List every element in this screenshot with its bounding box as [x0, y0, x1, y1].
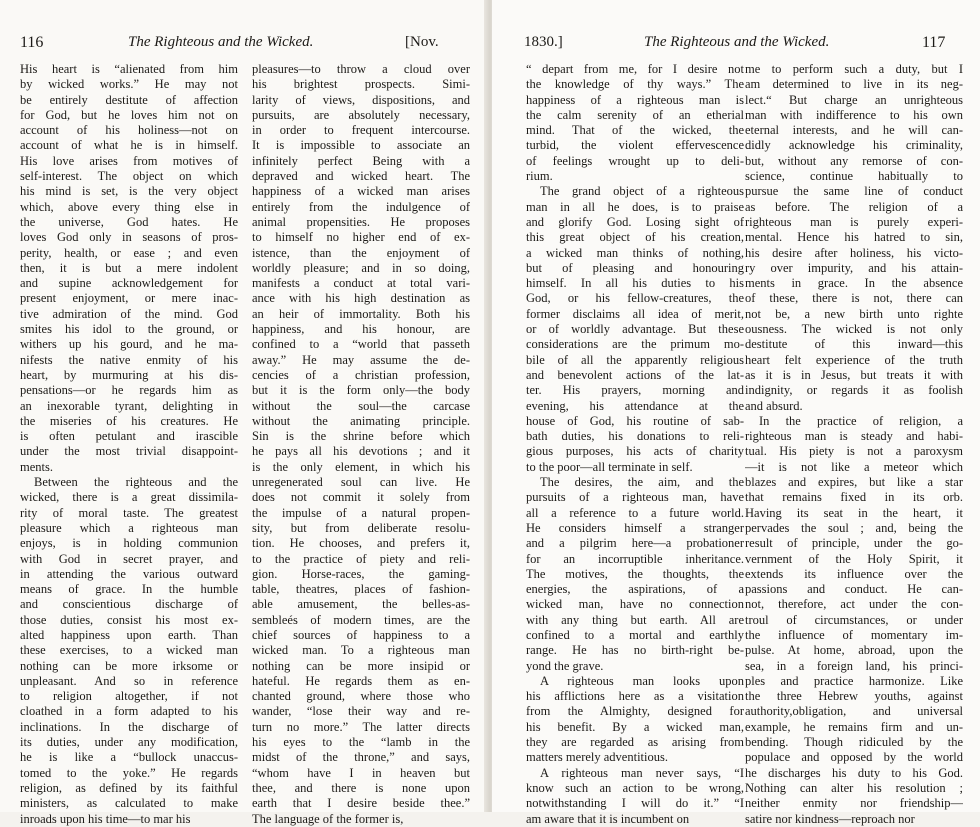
text-line: turn no more.” The latter directs — [252, 719, 470, 734]
paragraph — [526, 674, 744, 766]
text-line: to the practice of piety and reli- — [252, 551, 470, 566]
text-line: mental. Hence his hatred to sin, — [745, 230, 963, 245]
text-line: himself. In all his duties to his — [526, 276, 744, 291]
text-line: by wicked works.” He may not — [20, 77, 238, 92]
paragraph — [20, 62, 238, 475]
text-line: chanted ground, where those who — [252, 689, 470, 704]
text-line: inclinations. In the discharge of — [20, 719, 238, 734]
text-line: example, he remains firm and un- — [745, 719, 963, 734]
text-line: but of pleasing and honouring — [526, 260, 744, 275]
text-line: with God in secret prayer, and — [20, 551, 238, 566]
text-line: the miseries of his creatures. He — [20, 413, 238, 428]
left-page-column-1 — [20, 62, 238, 827]
text-line: his mind is set, is the very object — [20, 184, 238, 199]
text-line: ministers, as calculated to make — [20, 796, 238, 811]
text-line: The desires, the aim, and the — [540, 475, 744, 490]
text-line: righteous man is purely experi- — [745, 214, 963, 229]
text-line: know such an action to be wrong, — [526, 780, 744, 795]
text-line: which, above every thing else in — [20, 199, 238, 214]
text-line: former disclaims all idea of merit, — [526, 306, 744, 321]
text-line: not, therefore, act under the con- — [745, 597, 963, 612]
text-line: am aware that it is incumbent on — [526, 811, 690, 826]
text-line: earth that I desire beside thee.” — [252, 796, 470, 811]
text-line: rity of moral taste. The greatest — [20, 505, 238, 520]
text-line: ples and practice harmonize. Like — [745, 673, 963, 688]
text-line: Having its seat in the heart, it — [745, 505, 963, 520]
left-page — [0, 0, 488, 826]
text-line: bile of all the apparently religious — [526, 352, 744, 367]
left-page-number: 116 — [20, 34, 44, 51]
text-line: bath duties, his donations to reli- — [526, 429, 744, 444]
paragraph — [526, 766, 744, 827]
text-line: matters merely adventitious. — [526, 750, 668, 765]
text-line: infinitely perfect Being with a — [252, 153, 470, 168]
text-line: depraved and wicked heart. The — [252, 169, 470, 184]
text-line: chief sources of happiness to a — [252, 627, 470, 642]
text-line: blazes and expires, but like a star — [745, 475, 963, 490]
text-line: as before. The religion of a — [745, 199, 963, 214]
text-line: heart, by murmuring at his dis- — [20, 367, 238, 382]
text-line: pervades the soul ; and, being the — [745, 520, 963, 535]
text-line: to the poor—all terminate in self. — [526, 459, 693, 474]
text-line: present enjoyment, or mere inac- — [20, 291, 238, 306]
text-line: midst of the throne,” and says, — [252, 750, 470, 765]
text-line: the influence of momentary im- — [745, 627, 963, 642]
text-line: larity of views, dispositions, and — [252, 92, 470, 107]
text-line: Nothing can alter his resolution ; — [745, 780, 963, 795]
text-line: tomed to the yoke.” He regards — [20, 765, 238, 780]
text-line: unpleasant. And so in reference — [20, 673, 238, 688]
text-line: righteous man is steady and habi- — [745, 429, 963, 444]
left-page-column-2 — [252, 62, 470, 827]
text-line: Between the righteous and the — [34, 475, 238, 490]
text-line: pursuits, are absolutely necessary, — [252, 107, 470, 122]
text-line: he discharges his duty to his God. — [745, 765, 963, 780]
text-line: energies, the aspirations, of a — [526, 582, 744, 597]
text-line: nifests the native enmity of his — [20, 352, 238, 367]
text-line: ousness. The wicked is not only — [745, 322, 963, 337]
text-line: from the Almighty, designed for — [526, 704, 744, 719]
text-line: eternal interests, and he will can- — [745, 123, 963, 138]
text-line: unregenerated soul can live. He — [252, 475, 470, 490]
text-line: they are regarded as arising from — [526, 735, 744, 750]
text-line: “ depart from me, for I desire not — [526, 62, 744, 76]
left-page-header — [0, 34, 488, 56]
text-line: but it is the form only—the body — [252, 383, 470, 398]
text-line: entirely from the indulgence of — [252, 199, 470, 214]
text-line: his eyes to the “lamb in the — [252, 735, 470, 750]
text-line: gion. Horse-races, the gaming- — [252, 566, 470, 581]
text-line: ance with his high destination as — [252, 291, 470, 306]
text-line: that remains fixed in its orb. — [745, 490, 963, 505]
text-line: satire nor kindness—reproach nor — [745, 811, 915, 826]
text-line: and conscientious discharge of — [20, 597, 238, 612]
text-line: alted happiness upon earth. Than — [20, 627, 238, 642]
text-line: without the animating principle. — [252, 413, 470, 428]
text-line: am determined to live in its neg- — [745, 77, 963, 92]
text-line: gious purposes, his acts of charity — [526, 444, 744, 459]
text-line: nothing can be more irksome or — [20, 658, 238, 673]
text-line: he pays all his devotions ; and it — [252, 444, 470, 459]
text-line: under the most trivial disappoint- — [20, 444, 238, 459]
text-line: sembleés of modern times, are the — [252, 612, 470, 627]
right-page-column-1 — [526, 62, 744, 827]
text-line: passions and conduct. He can- — [745, 582, 963, 597]
text-line: A righteous man never says, “I — [540, 765, 744, 780]
text-line: sity, but from deliberate resolu- — [252, 520, 470, 535]
text-line: house of God, his routine of sab- — [526, 413, 744, 428]
text-line: destitute of this inward—this — [745, 337, 963, 352]
paragraph — [526, 184, 744, 475]
text-line: ments. — [20, 459, 53, 474]
text-line: range. He has no birth-right be- — [526, 643, 744, 658]
text-line: to religion altogether, if not — [20, 689, 238, 704]
text-line: heart felt experience of the truth — [745, 352, 963, 367]
text-line: bending. Though ridiculed by the — [745, 735, 963, 750]
text-line: not be, a new birth unto righte — [745, 306, 963, 321]
text-line: the impulse of a natural propen- — [252, 505, 470, 520]
text-line: A righteous man looks upon — [540, 673, 744, 688]
text-line: or of worldly advantage. But these — [526, 322, 744, 337]
text-line: the three Hebrew youths, against — [745, 689, 963, 704]
text-line: religion, as defined by its faithful — [20, 780, 238, 795]
text-line: without the soul—the carcase — [252, 398, 470, 413]
text-line: as it is in Jesus, but treats it with — [745, 367, 963, 382]
text-line: away.” He may assume the de- — [252, 352, 470, 367]
text-line: then, it is but a mere indolent — [20, 260, 238, 275]
text-line: an heir of immortality. Both his — [252, 306, 470, 321]
text-line: confined to a “world that passeth — [252, 337, 470, 352]
text-line: wander, “lose their way and re- — [252, 704, 470, 719]
text-line: enjoys, is in holding communion — [20, 536, 238, 551]
text-line: sea, in a foreign land, his princi- — [745, 658, 963, 673]
text-line: me to perform such a duty, but I — [745, 62, 963, 76]
text-line: his brightest prospects. Simi- — [252, 77, 470, 92]
text-line: he is like a “bullock unaccus- — [20, 750, 238, 765]
text-line: table, theatres, places of fashion- — [252, 582, 470, 597]
text-line: vernment of the Holy Spirit, it — [745, 551, 963, 566]
text-line: The motives, the thoughts, the — [526, 566, 744, 581]
text-line: and benevolent actions of the lat- — [526, 367, 744, 382]
text-line: pursuits of a righteous man, have — [526, 490, 744, 505]
text-line: He considers himself a stranger — [526, 520, 744, 535]
text-line: pleasure which a righteous man — [20, 520, 238, 535]
text-line: extends its influence over the — [745, 566, 963, 581]
text-line: able amusement, the belles-as- — [252, 597, 470, 612]
text-line: and a pilgrim here—a probationer — [526, 536, 744, 551]
text-line: happiness, and his honour, are — [252, 322, 470, 337]
text-line: neither enmity nor friendship— — [745, 796, 963, 811]
text-line: turbid, the violent effervescence — [526, 138, 744, 153]
text-line: ments in grace. In the absence — [745, 276, 963, 291]
text-line: of feelings wrought up to deli- — [526, 153, 744, 168]
text-line: considerations are the primum mo- — [526, 337, 744, 352]
text-line: his desire after holiness, his victo- — [745, 245, 963, 260]
text-line: It is impossible to associate an — [252, 138, 470, 153]
text-line: hateful. He regards them as en- — [252, 673, 470, 688]
text-line: science, continue habitually to — [745, 169, 963, 184]
text-line: confined to a mortal and earthly — [526, 627, 744, 642]
text-line: ry over impurity, and his attain- — [745, 260, 963, 275]
right-page-number: 117 — [922, 34, 946, 51]
text-line: result of principle, under the go- — [745, 536, 963, 551]
right-page-column-2 — [745, 62, 963, 827]
text-line: The grand object of a righteous — [540, 184, 744, 199]
text-line: wicked, there is a great dissimila- — [20, 490, 238, 505]
text-line: these exercises, to a wicked man — [20, 643, 238, 658]
text-line: with any thing but earth. All are — [526, 612, 744, 627]
text-line: a wicked man thinks of nothing, — [526, 245, 744, 260]
left-header-date: [Nov. — [405, 34, 439, 50]
text-line: pleasures—to throw a cloud over — [252, 62, 470, 76]
text-line: tual. His piety is not a paroxysm — [745, 444, 963, 459]
text-line: man in all he does, is to praise — [526, 199, 744, 214]
text-line: in order to frequent intercourse. — [252, 123, 470, 138]
text-line: withers up his gourd, and he ma- — [20, 337, 238, 352]
text-line: pursue the same line of conduct — [745, 184, 963, 199]
text-line: thee, and there is none upon — [252, 780, 470, 795]
text-line: didly acknowledge his criminality, — [745, 138, 963, 153]
text-line: an inexorable tyrant, delighting in — [20, 398, 238, 413]
text-line: authority,obligation, and universal — [745, 704, 963, 719]
text-line: his benefit. By a wicked man, — [526, 719, 744, 734]
text-line: loves God only in seasons of pros- — [20, 230, 238, 245]
text-line: tion. He chooses, and prefers it, — [252, 536, 470, 551]
paragraph — [20, 475, 238, 827]
text-line: self-interest. The object on which — [20, 169, 238, 184]
text-line: happiness of a righteous man is — [526, 92, 744, 107]
text-line: all a reference to a future world. — [526, 505, 744, 520]
text-line: notwithstanding I will do it.” “I — [526, 796, 744, 811]
text-line: his afflictions here as a visitation — [526, 689, 744, 704]
text-line: be entirely destitute of affection — [20, 92, 238, 107]
text-line: perity, health, or ease ; and even — [20, 245, 238, 260]
text-line: wicked man, have no connection — [526, 597, 744, 612]
right-page-header — [492, 34, 980, 56]
text-line: His love arises from motives of — [20, 153, 238, 168]
text-line: ter. His prayers, morning and — [526, 383, 744, 398]
text-line: for an incorruptible inheritance. — [526, 551, 744, 566]
text-line: account of what he is in himself. — [20, 138, 238, 153]
text-line: is often petulant and irascible — [20, 429, 238, 444]
text-line: is the only element, in which his — [252, 459, 470, 474]
text-line: lect.“ But charge an unrighteous — [745, 92, 963, 107]
text-line: His heart is “alienated from him — [20, 62, 238, 76]
text-line: in attending the various outward — [20, 566, 238, 581]
text-line: populace and opposed by the world — [745, 750, 963, 765]
text-line: happiness of a wicked man arises — [252, 184, 470, 199]
text-line: evening, his attendance at the — [526, 398, 744, 413]
text-line: and absurd. — [745, 398, 803, 413]
text-line: The language of the former is, — [252, 811, 404, 826]
text-line: those duties, consist his most ex- — [20, 612, 238, 627]
text-line: cloathed in a form adapted to his — [20, 704, 238, 719]
text-line: rium. — [526, 169, 553, 184]
text-line: tive admiration of the mind. God — [20, 306, 238, 321]
text-line: the universe, God hates. He — [20, 214, 238, 229]
paragraph — [745, 414, 963, 827]
text-line: account of his holiness—not on — [20, 123, 238, 138]
left-running-title: The Righteous and the Wicked. — [128, 34, 314, 50]
text-line: this great object of his creation, — [526, 230, 744, 245]
text-line: wicked man. To a righteous man — [252, 643, 470, 658]
text-line: for God, but he loves him not on — [20, 107, 238, 122]
text-line: yond the grave. — [526, 658, 604, 673]
text-line: means of grace. In the humble — [20, 582, 238, 597]
text-line: its duties, under any modification, — [20, 735, 238, 750]
text-line: indignity, or regards it as foolish — [745, 383, 963, 398]
text-line: of these, there is not, there can — [745, 291, 963, 306]
text-line: does not commit it solely from — [252, 490, 470, 505]
text-line: nothing can be more insipid or — [252, 658, 470, 673]
text-line: smites his idol to the ground, or — [20, 322, 238, 337]
text-line: and glorify God. Losing sight of — [526, 214, 744, 229]
paragraph — [526, 475, 744, 674]
text-line: man with indifference to his own — [745, 107, 963, 122]
text-line: the knowledge of thy ways.” The — [526, 77, 744, 92]
text-line: to himself no higher end of ex- — [252, 230, 470, 245]
text-line: manifests a conduct at total vari- — [252, 276, 470, 291]
text-line: but, without any remorse of con- — [745, 153, 963, 168]
text-line: “whom have I in heaven but — [252, 765, 470, 780]
text-line: In the practice of religion, a — [759, 413, 963, 428]
text-line: inroads upon his time—to mar his — [20, 811, 191, 826]
text-line: cencies of a christian profession, — [252, 367, 470, 382]
text-line: the calm serenity of an etherial — [526, 107, 744, 122]
paragraph — [745, 62, 963, 414]
right-header-date: 1830.] — [524, 34, 563, 50]
paragraph — [526, 62, 744, 184]
text-line: Sin is the shrine before which — [252, 429, 470, 444]
text-line: —it is not like a meteor which — [745, 459, 963, 474]
text-line: troul of circumstances, or under — [745, 612, 963, 627]
text-line: mind. That of the wicked, the — [526, 123, 744, 138]
right-page — [492, 0, 980, 826]
text-line: pulse. At home, abroad, upon the — [745, 643, 963, 658]
text-line: and supine acknowledgement for — [20, 276, 238, 291]
text-line: pensations—or he regards him as — [20, 383, 238, 398]
text-line: God, or his fellow-creatures, the — [526, 291, 744, 306]
right-running-title: The Righteous and the Wicked. — [644, 34, 830, 50]
text-line: istence, than the enjoyment of — [252, 245, 470, 260]
text-line: animal propensities. He proposes — [252, 214, 470, 229]
text-line: worldly pleasure; and in so doing, — [252, 260, 470, 275]
paragraph — [252, 62, 470, 827]
